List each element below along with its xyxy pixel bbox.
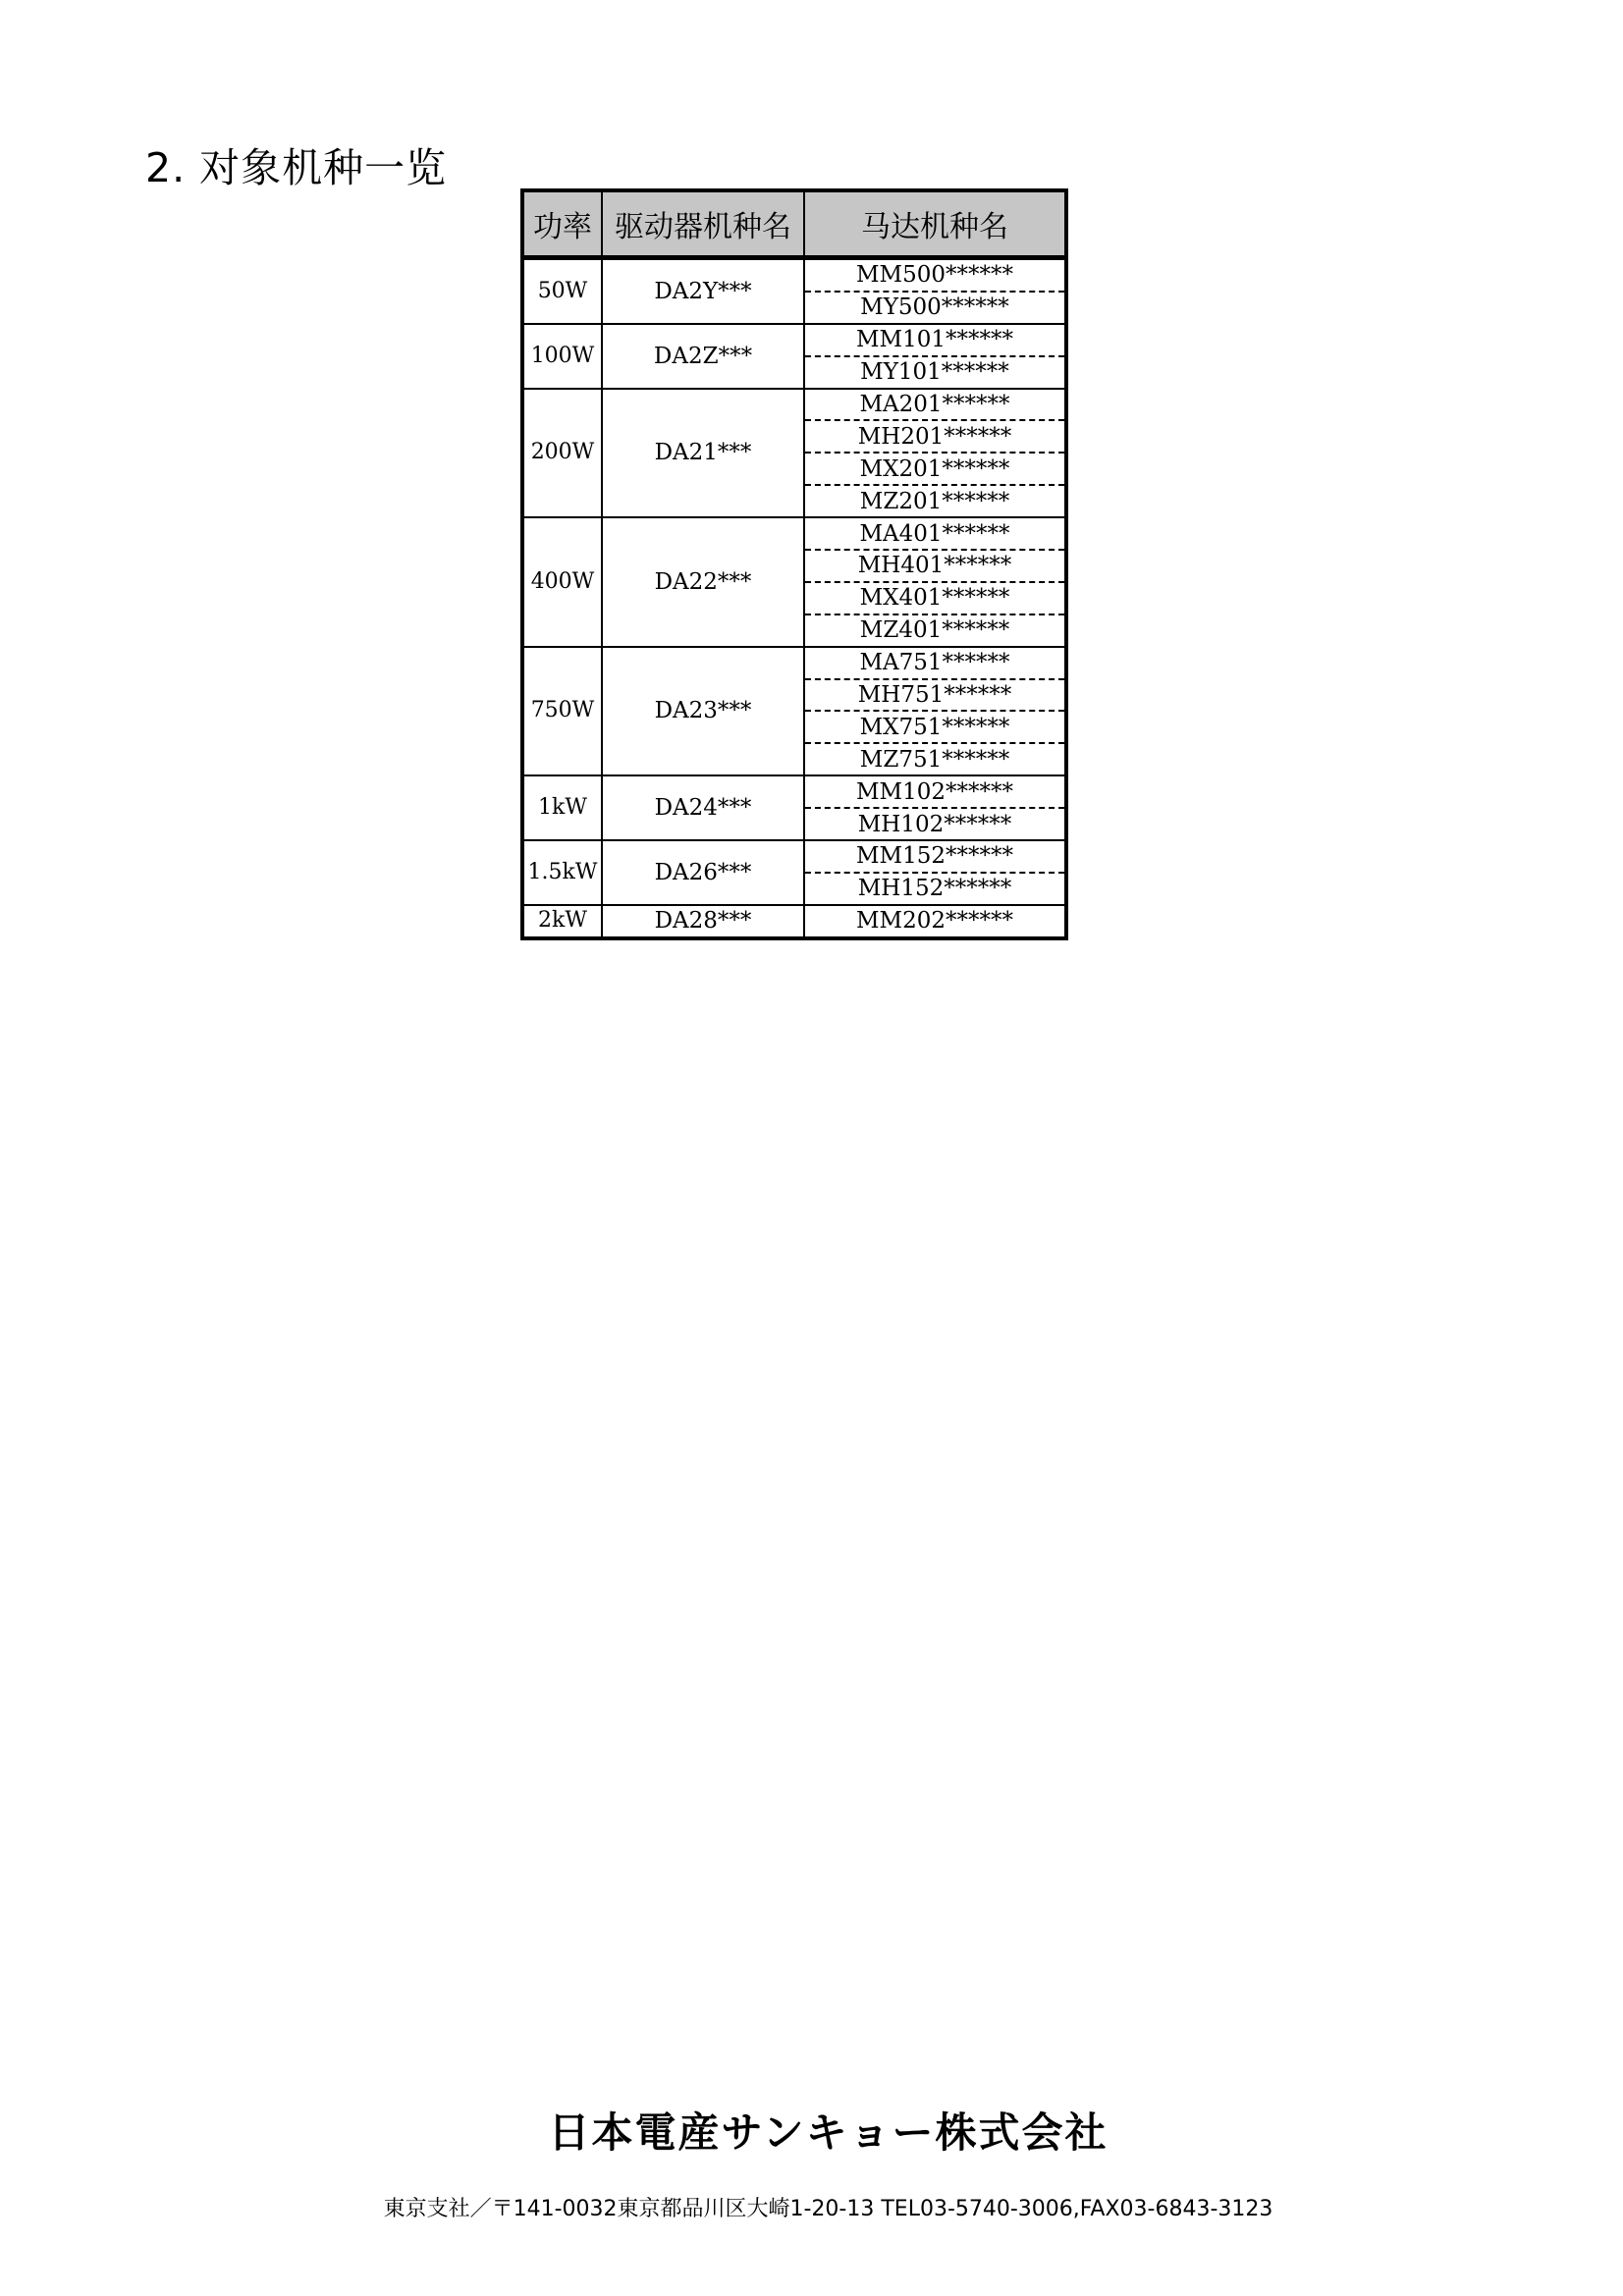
company-address-text: 東京支社／〒141-0032東京都品川区大崎1-20-13 TEL03-5740-3006,FAX03-6843-3123 [383, 2197, 1273, 2221]
motor-model-cell: MA751****** [804, 647, 1066, 679]
table-row [522, 647, 1066, 679]
power-cell: 400W [522, 517, 602, 647]
motor-model-cell: MY101****** [804, 356, 1066, 389]
motor-model-cell: MM202****** [804, 905, 1066, 938]
driver-model-cell: DA26*** [602, 840, 804, 905]
table-row [522, 840, 1066, 873]
driver-model-cell: DA2Z*** [602, 324, 804, 389]
motor-model-cell: MM102****** [804, 775, 1066, 808]
power-cell: 2kW [522, 905, 602, 938]
motor-model-cell: MM152****** [804, 840, 1066, 873]
driver-model-cell: DA2Y*** [602, 258, 804, 324]
driver-model-cell: DA23*** [602, 647, 804, 776]
header-power: 功率 [522, 190, 602, 258]
motor-model-cell: MM101****** [804, 324, 1066, 356]
power-cell: 100W [522, 324, 602, 389]
table-row [522, 517, 1066, 550]
power-cell: 50W [522, 258, 602, 324]
motor-model-cell: MX751****** [804, 711, 1066, 743]
company-name-text: 日本電産サンキョー株式会社 [548, 2109, 1109, 2157]
motor-model-cell: MH102****** [804, 808, 1066, 840]
header-motor-model: 马达机种名 [804, 190, 1066, 258]
motor-model-cell: MX201****** [804, 453, 1066, 485]
motor-model-cell: MZ751****** [804, 743, 1066, 775]
company-name [0, 2101, 1623, 2160]
motor-model-cell: MA401****** [804, 517, 1066, 550]
motor-model-cell: MY500****** [804, 292, 1066, 324]
power-cell: 750W [522, 647, 602, 776]
power-cell: 1.5kW [522, 840, 602, 905]
table-row [522, 775, 1066, 808]
section-title: 2. 对象机种一览 [145, 144, 448, 191]
model-table-container [520, 188, 1064, 940]
driver-model-cell: DA21*** [602, 389, 804, 518]
motor-model-cell: MX401****** [804, 582, 1066, 614]
motor-model-cell: MZ201****** [804, 485, 1066, 517]
power-cell: 1kW [522, 775, 602, 840]
table-row [522, 389, 1066, 421]
company-address [0, 2192, 1623, 2222]
table-row [522, 258, 1066, 292]
header-driver-model: 驱动器机种名 [602, 190, 804, 258]
table-row [522, 905, 1066, 938]
motor-model-cell: MH751****** [804, 679, 1066, 712]
motor-model-cell: MH401****** [804, 550, 1066, 582]
driver-model-cell: DA28*** [602, 905, 804, 938]
driver-model-cell: DA24*** [602, 775, 804, 840]
motor-model-cell: MM500****** [804, 258, 1066, 292]
table-row [522, 324, 1066, 356]
motor-model-cell: MH201****** [804, 420, 1066, 453]
model-table [520, 188, 1068, 940]
motor-model-cell: MA201****** [804, 389, 1066, 421]
table-body [522, 258, 1066, 938]
table-header-row [522, 190, 1066, 258]
motor-model-cell: MZ401****** [804, 614, 1066, 647]
motor-model-cell: MH152****** [804, 873, 1066, 905]
driver-model-cell: DA22*** [602, 517, 804, 647]
power-cell: 200W [522, 389, 602, 518]
